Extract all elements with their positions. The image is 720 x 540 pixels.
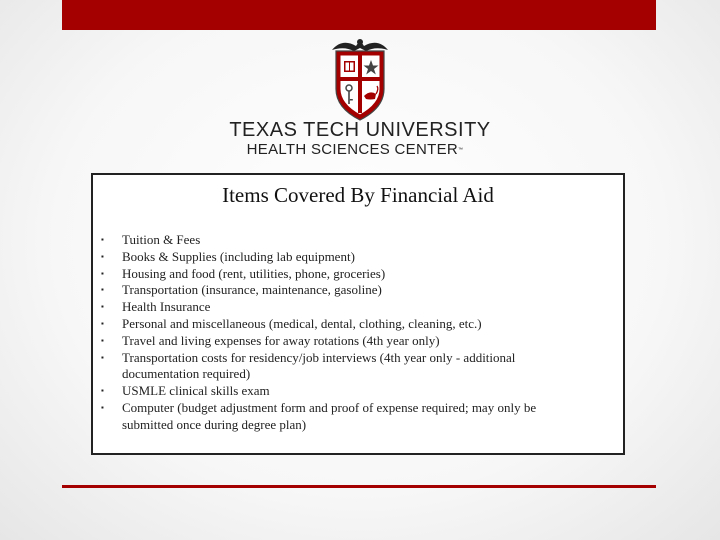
list-item (93, 266, 583, 283)
trademark-symbol: ™ (458, 147, 464, 153)
bullet-icon: ▪ (101, 235, 104, 244)
list-item (93, 383, 583, 400)
university-seal-icon (326, 34, 394, 124)
list-item (93, 316, 583, 333)
list-item-text: Tuition & Fees (122, 232, 201, 247)
list-item-text: Transportation (insurance, maintenance, gasoline) (122, 282, 382, 298)
list-item-text: Books & Supplies (including lab equipment) (122, 248, 355, 264)
wordmark-line1: TEXAS TECH UNIVERSITY (229, 119, 491, 141)
list-item (93, 350, 583, 384)
bullet-icon: ▪ (101, 352, 104, 362)
list-item-text: Housing and food (rent, utilities, phone, groceries) (122, 265, 386, 281)
top-accent-bar (62, 0, 656, 30)
bottom-accent-rule (62, 485, 656, 488)
list-item (93, 333, 583, 350)
list-item (93, 282, 583, 299)
bullet-icon: ▪ (101, 268, 104, 278)
university-wordmark (200, 118, 520, 158)
bullet-icon: ▪ (101, 318, 104, 328)
bullet-icon: ▪ (101, 335, 104, 345)
wordmark-line2 (190, 142, 520, 158)
bullet-icon: ▪ (101, 302, 104, 312)
wordmark-line2-text: HEALTH SCIENCES CENTER (246, 141, 459, 158)
list-item (93, 400, 583, 434)
list-item (93, 299, 583, 316)
covered-items-list (93, 232, 623, 434)
financial-aid-content-box (91, 173, 625, 455)
list-item (93, 232, 583, 249)
bullet-icon: ▪ (101, 285, 104, 295)
slide-title: Items Covered By Financial Aid (222, 183, 494, 207)
list-item-text: Personal and miscellaneous (medical, dental, clothing, cleaning, etc.) (122, 315, 482, 331)
list-item (93, 249, 583, 266)
list-item-text: USMLE clinical skills exam (122, 383, 270, 399)
list-item-text: Travel and living expenses for away rotations (4th year only) (122, 332, 440, 348)
bullet-icon: ▪ (101, 251, 104, 261)
list-item-text: Health Insurance (122, 299, 211, 315)
list-item-text: Transportation costs for residency/job interviews (4th year only - additional documentation required) (122, 349, 516, 382)
bullet-icon: ▪ (101, 386, 104, 396)
bullet-icon: ▪ (101, 402, 104, 412)
list-item-text: Computer (budget adjustment form and proof of expense required; may only be submitted once during degree plan) (122, 399, 537, 432)
